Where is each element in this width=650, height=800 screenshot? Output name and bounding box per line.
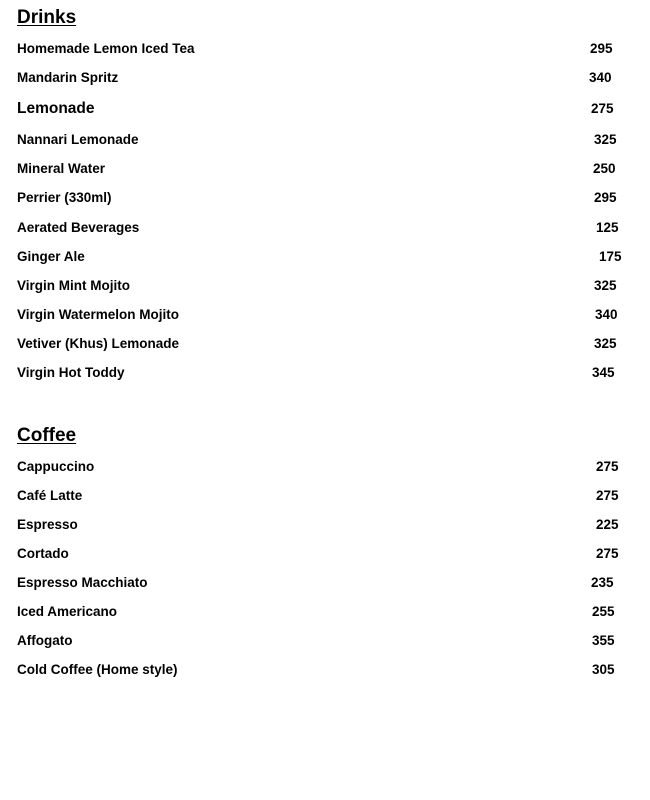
item-price: 275 <box>596 488 619 503</box>
section-title-coffee: Coffee <box>17 425 77 446</box>
menu-item <box>17 660 627 680</box>
menu-item <box>17 573 627 593</box>
item-price: 295 <box>594 190 617 205</box>
item-price: 295 <box>590 41 613 56</box>
item-price: 355 <box>592 633 615 648</box>
item-name: Virgin Mint Mojito <box>17 278 130 293</box>
menu-item <box>17 130 627 150</box>
item-name: Café Latte <box>17 488 83 503</box>
menu-item <box>17 334 627 354</box>
item-name: Mandarin Spritz <box>17 70 119 85</box>
item-name: Perrier (330ml) <box>17 190 112 205</box>
item-name: Virgin Watermelon Mojito <box>17 307 180 322</box>
item-price: 175 <box>599 249 622 264</box>
item-price: 305 <box>592 662 615 677</box>
item-name: Homemade Lemon Iced Tea <box>17 41 195 56</box>
item-name: Mineral Water <box>17 161 106 176</box>
menu-item <box>17 159 627 179</box>
menu-item <box>17 544 627 564</box>
item-price: 275 <box>596 459 619 474</box>
item-price: 275 <box>596 546 619 561</box>
menu-item <box>17 305 627 325</box>
menu-item <box>17 188 627 208</box>
item-price: 325 <box>594 336 617 351</box>
item-price: 250 <box>593 161 616 176</box>
section-title-drinks: Drinks <box>17 7 77 28</box>
item-price: 325 <box>594 278 617 293</box>
item-name: Nannari Lemonade <box>17 132 139 147</box>
menu-item <box>17 99 627 119</box>
item-name: Aerated Beverages <box>17 220 140 235</box>
item-name: Cappuccino <box>17 459 95 474</box>
item-name: Vetiver (Khus) Lemonade <box>17 336 180 351</box>
item-name: Lemonade <box>17 100 95 117</box>
menu-item <box>17 276 627 296</box>
item-name: Cortado <box>17 546 69 561</box>
item-price: 325 <box>594 132 617 147</box>
item-name: Affogato <box>17 633 73 648</box>
item-price: 125 <box>596 220 619 235</box>
item-price: 225 <box>596 517 619 532</box>
item-name: Espresso <box>17 517 78 532</box>
menu-item <box>17 457 627 477</box>
item-name: Iced Americano <box>17 604 118 619</box>
menu-item <box>17 363 627 383</box>
item-price: 340 <box>595 307 618 322</box>
menu-item <box>17 247 627 267</box>
menu-item <box>17 39 627 59</box>
menu-item <box>17 515 627 535</box>
menu-item <box>17 631 627 651</box>
menu-item <box>17 486 627 506</box>
item-name: Espresso Macchiato <box>17 575 148 590</box>
item-name: Ginger Ale <box>17 249 85 264</box>
item-name: Virgin Hot Toddy <box>17 365 125 380</box>
item-name: Cold Coffee (Home style) <box>17 662 178 677</box>
item-price: 340 <box>589 70 612 85</box>
item-price: 235 <box>591 575 614 590</box>
item-price: 255 <box>592 604 615 619</box>
menu-item <box>17 68 627 88</box>
menu-item <box>17 218 627 238</box>
menu-item <box>17 602 627 622</box>
item-price: 345 <box>592 365 615 380</box>
item-price: 275 <box>591 101 614 116</box>
